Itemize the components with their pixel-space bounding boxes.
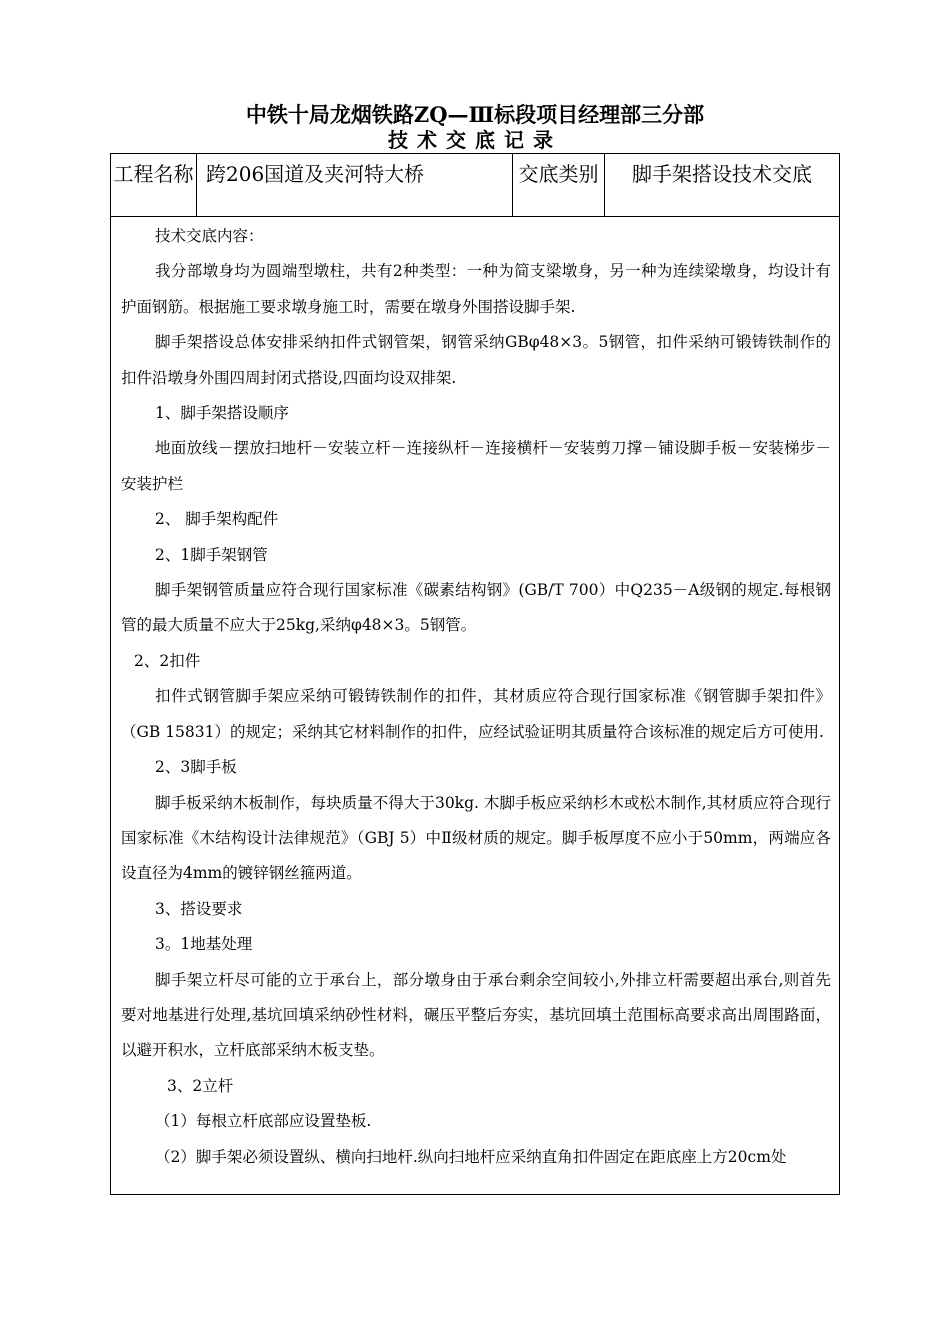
paragraph: 扣件式钢管脚手架应采纳可锻铸铁制作的扣件，其材质应符合现行国家标准《钢管脚手架扣件》（GB 15831）的规定；采纳其它材料制作的扣件，应经试验证明其质量符合该标准的规定后方可使用.: [121, 687, 831, 741]
paragraph: 我分部墩身均为圆端型墩柱，共有2种类型：一种为简支梁墩身，另一种为连续梁墩身，均设计有护面钢筋。根据施工要求墩身施工时，需要在墩身外围搭设脚手架.: [121, 262, 831, 316]
paragraph: 脚手架搭设总体安排采纳扣件式钢管架，钢管采纳GBφ48×3。5钢管，扣件采纳可锻铸铁制作的扣件沿墩身外围四周封闭式搭设,四面均设双排架.: [121, 333, 831, 387]
content-heading: 技术交底内容：: [155, 227, 264, 245]
subsection-heading: 3、2立杆: [167, 1076, 234, 1095]
project-name-label: 工程名称: [111, 154, 197, 216]
organization-title: 中铁十局龙烟铁路ZQ—Ⅲ标段项目经理部三分部: [245, 102, 705, 127]
briefing-type-value: 脚手架搭设技术交底: [632, 162, 812, 186]
record-table: [110, 153, 840, 1195]
paragraph: 地面放线－摆放扫地杆－安装立杆－连接纵杆－连接横杆－安装剪刀撑－铺设脚手板－安装梯步－安装护栏: [121, 439, 831, 493]
info-row: [111, 154, 839, 217]
list-item: （2）脚手架必须设置纵、横向扫地杆.纵向扫地杆应采纳直角扣件固定在距底座上方20cm处: [155, 1147, 787, 1166]
document-title: 技术交底记录: [388, 128, 562, 152]
paragraph: 脚手架钢管质量应符合现行国家标准《碳素结构钢》(GB/T 700）中Q235－A级钢的规定.每根钢管的最大质量不应大于25kg,采纳φ48×3。5钢管。: [121, 581, 831, 635]
subsection-heading: 2、3脚手板: [155, 758, 237, 777]
project-name-value: 跨206国道及夹河特大桥: [197, 154, 513, 216]
subsection-heading: 2、1脚手架钢管: [155, 545, 268, 564]
paragraph: 脚手架立杆尽可能的立于承台上，部分墩身由于承台剩余空间较小,外排立杆需要超出承台,则首先要对地基进行处理,基坑回填采纳砂性材料，碾压平整后夯实，基坑回填土范围标高要求高出周围路面，以避开积水，立杆底部采纳木板支垫。: [121, 970, 831, 1060]
paragraph: 脚手板采纳木板制作，每块质量不得大于30kg. 木脚手板应采纳杉木或松木制作,其材质应符合现行国家标准《木结构设计法律规范》（GBJ 5）中Ⅱ级材质的规定。脚手板厚度不应小于50mm，两端应各设直径为4mm的镀锌钢丝箍两道。: [121, 793, 831, 883]
list-item: （1）每根立杆底部应设置垫板.: [155, 1112, 372, 1131]
briefing-type-label: 交底类别: [513, 154, 605, 216]
subsection-heading: 3。1地基处理: [155, 935, 253, 954]
briefing-content: [121, 219, 831, 1175]
section-heading: 1、脚手架搭设顺序: [155, 404, 289, 423]
section-heading: 3、搭设要求: [155, 899, 243, 918]
subsection-heading: 2、2扣件: [134, 651, 201, 670]
section-heading: 2、 脚手架构配件: [155, 510, 279, 529]
